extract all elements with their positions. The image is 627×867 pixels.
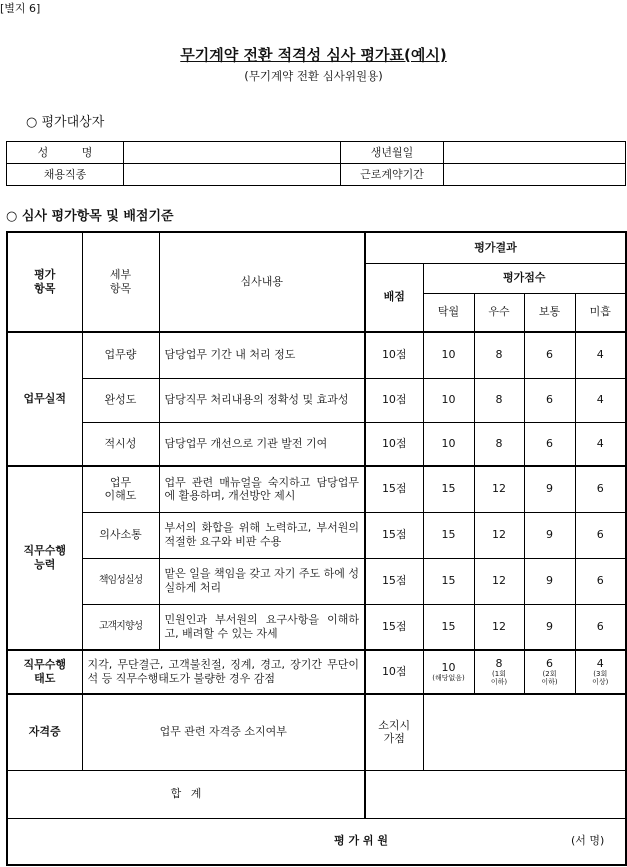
subitem: 의사소통 [82,512,159,558]
score-cell[interactable]: 9 [524,558,575,604]
points-cell: 15점 [365,466,423,512]
header-category: 평가 항목 [7,232,82,332]
category-attitude: 직무수행 태도 [7,650,82,694]
period-label: 근로계약기간 [341,164,444,186]
section-evaluatee-heading: ○ 평가대상자 [26,115,105,130]
points-cell: 15점 [365,512,423,558]
header-subitem: 세부 항목 [82,232,159,332]
evaluator-row[interactable] [7,818,626,865]
score-cell[interactable]: 10 [423,422,474,466]
score-cell[interactable]: 4 [575,422,626,466]
annex-label: [별지 6] [0,2,41,15]
document-title: 무기계약 전환 적격성 심사 평가표(예시) [180,46,447,64]
score-cell[interactable]: 6 [575,558,626,604]
score-cell[interactable] [423,650,474,694]
header-points: 배점 [365,263,423,332]
header-scores: 평가점수 [423,263,626,293]
score-cell[interactable]: 8 [474,378,524,422]
category-competency: 직무수행 능력 [7,466,82,650]
score-value: 4 [596,657,604,671]
license-content: 업무 관련 자격증 소지여부 [82,694,365,770]
points-cell: 10점 [365,332,423,378]
score-cell[interactable]: 6 [524,378,575,422]
score-cell[interactable]: 15 [423,604,474,650]
grade-good: 우수 [474,293,524,332]
score-cell[interactable]: 12 [474,558,524,604]
category-performance: 업무실적 [7,332,82,466]
job-label: 채용직종 [7,164,124,186]
name-value[interactable] [124,142,341,164]
score-cell[interactable]: 9 [524,604,575,650]
score-note: (3회 이상) [592,670,609,686]
score-cell[interactable]: 9 [524,512,575,558]
score-cell[interactable]: 12 [474,512,524,558]
header-content: 심사내용 [159,232,365,332]
subitem: 업무 이해도 [82,466,159,512]
score-cell[interactable]: 15 [423,512,474,558]
points-cell: 10점 [365,422,423,466]
criteria-content: 담당직무 처리내용의 정확성 및 효과성 [159,378,365,422]
points-cell: 15점 [365,604,423,650]
score-cell[interactable] [575,650,626,694]
category-license: 자격증 [7,694,82,770]
license-points: 소지시 가점 [365,694,423,770]
score-cell[interactable]: 9 [524,466,575,512]
subitem: 완성도 [82,378,159,422]
score-note: (2회 이하) [541,670,558,686]
score-cell[interactable]: 4 [575,378,626,422]
criteria-content: 담당업무 개선으로 기관 발전 기여 [159,422,365,466]
header-result: 평가결과 [365,232,626,263]
document-subtitle: (무기계약 전환 심사위원용) [244,69,383,83]
evaluator-label: 평 가 위 원 [334,833,388,847]
license-score[interactable] [423,694,626,770]
birth-label: 생년월일 [341,142,444,164]
score-value: 10 [441,661,456,675]
period-value[interactable] [444,164,626,186]
score-cell[interactable]: 8 [474,422,524,466]
score-cell[interactable]: 4 [575,332,626,378]
score-cell[interactable]: 8 [474,332,524,378]
score-cell[interactable]: 10 [423,332,474,378]
score-cell[interactable]: 12 [474,466,524,512]
score-note: (해당없음) [432,674,465,683]
score-value: 6 [546,657,553,671]
grade-poor: 미흡 [575,293,626,332]
points-cell: 10점 [365,650,423,694]
score-cell[interactable]: 15 [423,558,474,604]
criteria-content: 업무 관련 매뉴얼을 숙지하고 담당업무에 활용하며, 개선방안 제시 [159,466,365,512]
criteria-content: 부서의 화합을 위해 노력하고, 부서원의 적절한 요구와 비판 수용 [159,512,365,558]
score-cell[interactable]: 6 [575,466,626,512]
total-value[interactable] [365,770,626,818]
points-cell: 15점 [365,558,423,604]
attitude-content: 지각, 무단결근, 고객불친절, 징계, 경고, 장기간 무단이석 등 직무수행태도가 불량한 경우 감점 [82,650,365,694]
score-cell[interactable]: 6 [524,422,575,466]
score-value: 8 [495,657,503,671]
score-cell[interactable] [474,650,524,694]
subitem: 고객지향성 [82,604,159,650]
score-cell[interactable]: 15 [423,466,474,512]
score-cell[interactable]: 6 [575,604,626,650]
criteria-content: 맡은 일을 책임을 갖고 자기 주도 하에 성실하게 처리 [159,558,365,604]
subitem: 책임성실성 [82,558,159,604]
score-cell[interactable]: 6 [524,332,575,378]
grade-excellent: 탁월 [423,293,474,332]
score-note: (1회 이하) [490,670,508,686]
subitem: 적시성 [82,422,159,466]
criteria-content: 민원인과 부서원의 요구사항을 이해하고, 배려할 수 있는 자세 [159,604,365,650]
total-label: 합 계 [7,770,365,818]
name-label: 성 명 [7,142,124,164]
grade-average: 보통 [524,293,575,332]
score-cell[interactable] [524,650,575,694]
points-cell: 10점 [365,378,423,422]
birth-value[interactable] [444,142,626,164]
sign-label: (서 명) [571,833,605,847]
evaluatee-info-table [6,141,626,186]
score-cell[interactable]: 6 [575,512,626,558]
section-criteria-heading: ○ 심사 평가항목 및 배점기준 [6,209,174,224]
subitem: 업무량 [82,332,159,378]
criteria-content: 담당업무 기간 내 처리 정도 [159,332,365,378]
job-value[interactable] [124,164,341,186]
evaluation-table [6,231,627,866]
score-cell[interactable]: 10 [423,378,474,422]
score-cell[interactable]: 12 [474,604,524,650]
